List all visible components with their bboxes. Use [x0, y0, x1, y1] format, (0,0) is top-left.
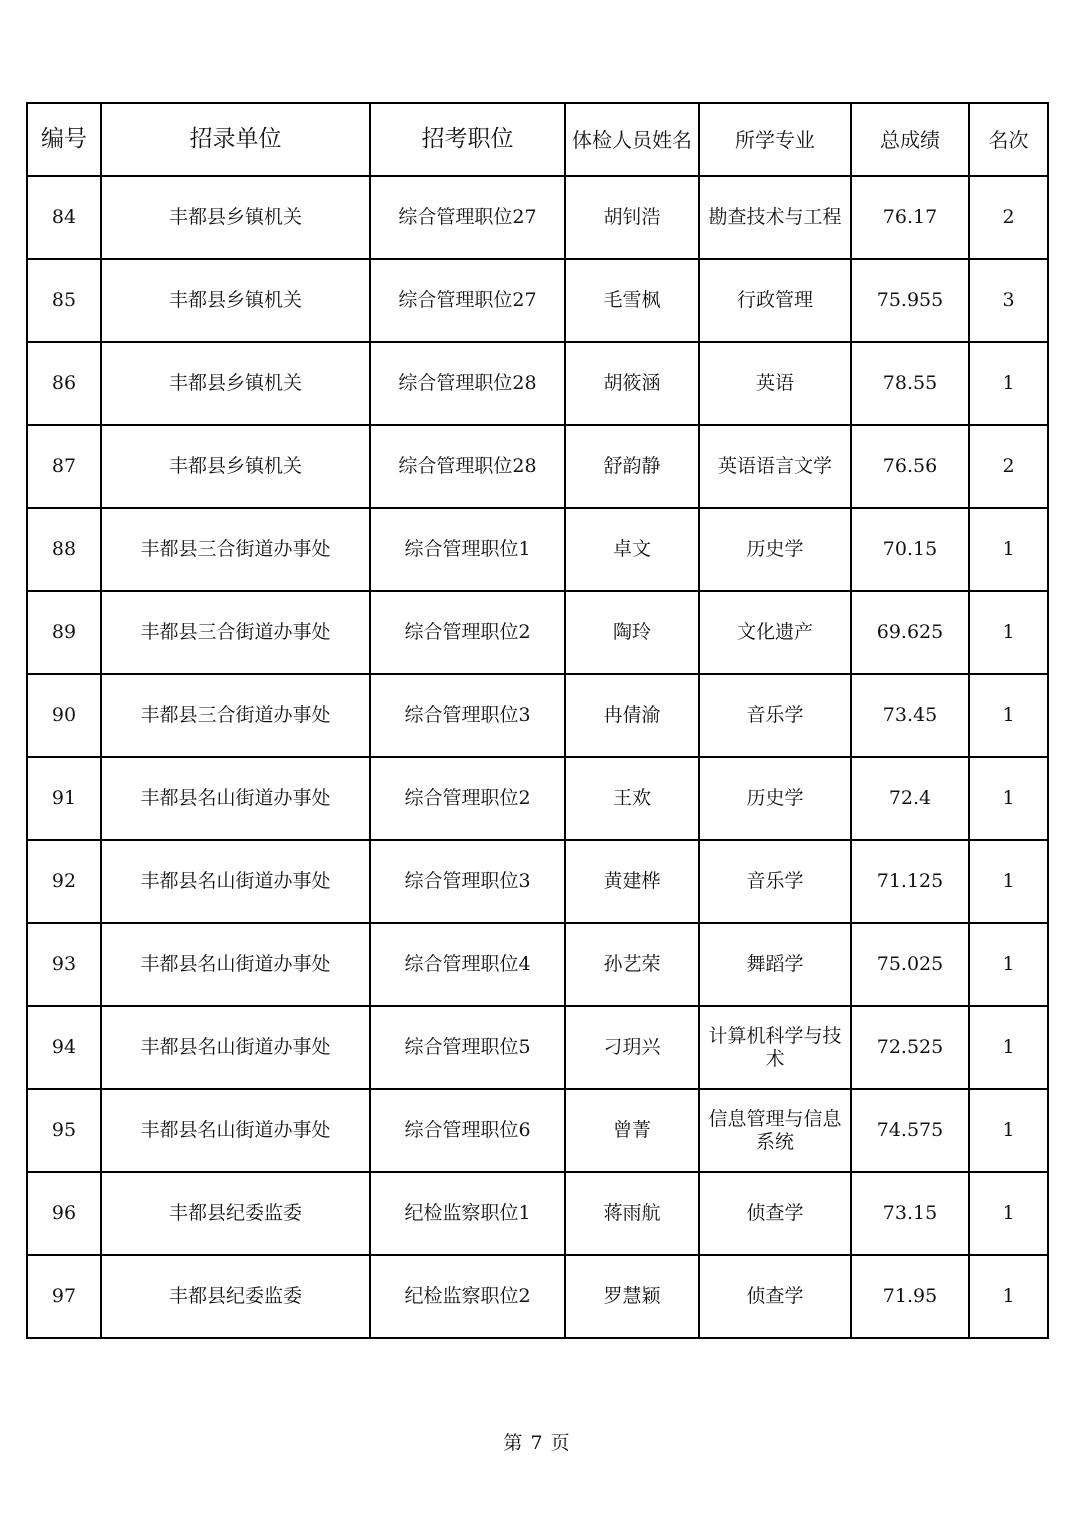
page-number: 第 7 页: [503, 1432, 571, 1454]
cell-rank: 1: [969, 674, 1048, 757]
cell-unit: 丰都县纪委监委: [101, 1172, 370, 1255]
cell-name: 蒋雨航: [565, 1172, 699, 1255]
header-rank: 名次: [969, 103, 1048, 176]
cell-position: 综合管理职位5: [370, 1006, 565, 1089]
table-row: [27, 1255, 1048, 1338]
cell-score: 70.15: [851, 508, 969, 591]
cell-rank: 3: [969, 259, 1048, 342]
table-row: [27, 1006, 1048, 1089]
cell-name: 罗慧颖: [565, 1255, 699, 1338]
cell-unit: 丰都县乡镇机关: [101, 176, 370, 259]
cell-rank: 1: [969, 923, 1048, 1006]
cell-id: 88: [27, 508, 101, 591]
cell-name: 舒韵静: [565, 425, 699, 508]
cell-unit: 丰都县名山街道办事处: [101, 1089, 370, 1172]
exam-roster-table: [26, 102, 1049, 1339]
cell-id: 89: [27, 591, 101, 674]
cell-major: 行政管理: [699, 259, 851, 342]
cell-id: 84: [27, 176, 101, 259]
cell-score: 71.95: [851, 1255, 969, 1338]
cell-id: 95: [27, 1089, 101, 1172]
cell-id: 92: [27, 840, 101, 923]
cell-position: 综合管理职位28: [370, 342, 565, 425]
cell-rank: 1: [969, 840, 1048, 923]
table-row: [27, 176, 1048, 259]
cell-rank: 1: [969, 1006, 1048, 1089]
table-row: [27, 840, 1048, 923]
cell-major: 信息管理与信息系统: [699, 1089, 851, 1172]
table-row: [27, 1089, 1048, 1172]
cell-unit: 丰都县名山街道办事处: [101, 1006, 370, 1089]
cell-major: 音乐学: [699, 840, 851, 923]
header-score: 总成绩: [851, 103, 969, 176]
cell-name: 王欢: [565, 757, 699, 840]
cell-unit: 丰都县乡镇机关: [101, 342, 370, 425]
cell-major: 英语: [699, 342, 851, 425]
cell-id: 90: [27, 674, 101, 757]
cell-id: 91: [27, 757, 101, 840]
cell-rank: 1: [969, 1255, 1048, 1338]
table-header: [27, 103, 1048, 176]
cell-score: 73.45: [851, 674, 969, 757]
cell-position: 综合管理职位1: [370, 508, 565, 591]
table-row: [27, 425, 1048, 508]
cell-name: 曾菁: [565, 1089, 699, 1172]
header-row: [27, 103, 1048, 176]
cell-major: 文化遗产: [699, 591, 851, 674]
cell-major: 历史学: [699, 508, 851, 591]
cell-position: 综合管理职位6: [370, 1089, 565, 1172]
cell-name: 胡钊浩: [565, 176, 699, 259]
cell-score: 71.125: [851, 840, 969, 923]
cell-major: 英语语言文学: [699, 425, 851, 508]
cell-unit: 丰都县三合街道办事处: [101, 674, 370, 757]
cell-score: 69.625: [851, 591, 969, 674]
cell-major: 侦查学: [699, 1172, 851, 1255]
header-major: 所学专业: [699, 103, 851, 176]
cell-rank: 2: [969, 176, 1048, 259]
cell-name: 陶玲: [565, 591, 699, 674]
header-position: 招考职位: [370, 103, 565, 176]
cell-major: 勘查技术与工程: [699, 176, 851, 259]
cell-rank: 1: [969, 1172, 1048, 1255]
cell-score: 75.955: [851, 259, 969, 342]
cell-position: 综合管理职位3: [370, 840, 565, 923]
cell-rank: 1: [969, 508, 1048, 591]
cell-position: 综合管理职位27: [370, 259, 565, 342]
cell-major: 历史学: [699, 757, 851, 840]
cell-name: 卓文: [565, 508, 699, 591]
cell-id: 97: [27, 1255, 101, 1338]
cell-rank: 1: [969, 757, 1048, 840]
cell-score: 76.56: [851, 425, 969, 508]
cell-rank: 1: [969, 591, 1048, 674]
cell-rank: 1: [969, 1089, 1048, 1172]
cell-name: 毛雪枫: [565, 259, 699, 342]
cell-rank: 1: [969, 342, 1048, 425]
cell-score: 76.17: [851, 176, 969, 259]
table-row: [27, 1172, 1048, 1255]
cell-rank: 2: [969, 425, 1048, 508]
cell-position: 综合管理职位28: [370, 425, 565, 508]
cell-score: 72.525: [851, 1006, 969, 1089]
cell-id: 87: [27, 425, 101, 508]
cell-unit: 丰都县名山街道办事处: [101, 840, 370, 923]
cell-unit: 丰都县名山街道办事处: [101, 757, 370, 840]
cell-position: 综合管理职位4: [370, 923, 565, 1006]
table-row: [27, 591, 1048, 674]
cell-score: 73.15: [851, 1172, 969, 1255]
cell-position: 纪检监察职位2: [370, 1255, 565, 1338]
cell-position: 综合管理职位2: [370, 591, 565, 674]
cell-position: 综合管理职位2: [370, 757, 565, 840]
cell-score: 75.025: [851, 923, 969, 1006]
cell-unit: 丰都县纪委监委: [101, 1255, 370, 1338]
cell-score: 72.4: [851, 757, 969, 840]
cell-id: 85: [27, 259, 101, 342]
cell-position: 综合管理职位3: [370, 674, 565, 757]
cell-id: 96: [27, 1172, 101, 1255]
cell-unit: 丰都县乡镇机关: [101, 425, 370, 508]
cell-position: 综合管理职位27: [370, 176, 565, 259]
cell-name: 刁玥兴: [565, 1006, 699, 1089]
cell-unit: 丰都县名山街道办事处: [101, 923, 370, 1006]
table-row: [27, 342, 1048, 425]
cell-major: 侦查学: [699, 1255, 851, 1338]
cell-name: 胡筱涵: [565, 342, 699, 425]
cell-unit: 丰都县三合街道办事处: [101, 591, 370, 674]
table-row: [27, 757, 1048, 840]
cell-major: 计算机科学与技术: [699, 1006, 851, 1089]
cell-name: 黄建桦: [565, 840, 699, 923]
cell-score: 74.575: [851, 1089, 969, 1172]
header-id: 编号: [27, 103, 101, 176]
header-name: 体检人员姓名: [565, 103, 699, 176]
cell-name: 孙艺荣: [565, 923, 699, 1006]
table-row: [27, 674, 1048, 757]
table-row: [27, 259, 1048, 342]
cell-name: 冉倩渝: [565, 674, 699, 757]
cell-id: 94: [27, 1006, 101, 1089]
cell-major: 音乐学: [699, 674, 851, 757]
table-body: [27, 176, 1048, 1338]
cell-major: 舞蹈学: [699, 923, 851, 1006]
cell-id: 93: [27, 923, 101, 1006]
table-row: [27, 923, 1048, 1006]
table-row: [27, 508, 1048, 591]
cell-unit: 丰都县三合街道办事处: [101, 508, 370, 591]
cell-unit: 丰都县乡镇机关: [101, 259, 370, 342]
header-unit: 招录单位: [101, 103, 370, 176]
cell-position: 纪检监察职位1: [370, 1172, 565, 1255]
cell-id: 86: [27, 342, 101, 425]
cell-score: 78.55: [851, 342, 969, 425]
